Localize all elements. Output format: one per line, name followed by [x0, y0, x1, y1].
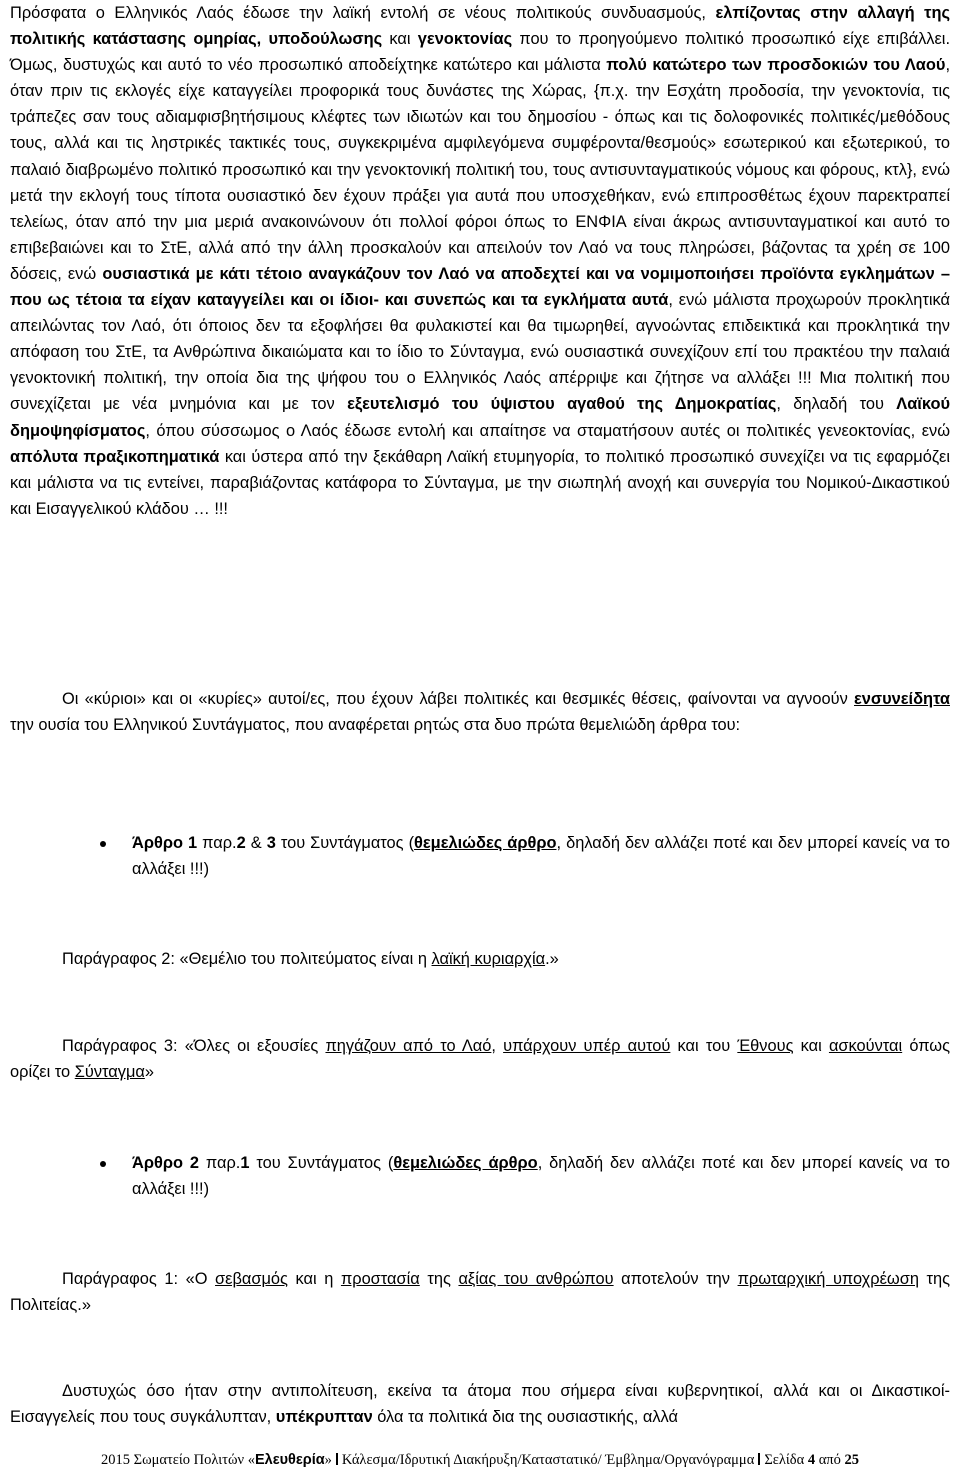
bold-run: που ως τέτοια τα είχαν καταγγείλει και οι ίδιοι- και συνεπώς και τα εγκλήματα αυτά: [10, 291, 669, 310]
text-run: και ύστερα από την ξεκάθαρη Λαϊκή ετυμηγορία, το πολιτικό προσωπικό συνεχίζει να τις εφαρμόζει και μάλιστα να τις εντείνει, παραβιάζοντας κατάφορα το Σύνταγμα, με την σιωπηλή ανοχή και συνεργία του Νομικού-Δικαστικού και Εισαγγελικού κλάδου … !!!: [10, 447, 950, 518]
bold-underline-run: θεμελιώδες άρθρο: [393, 1154, 538, 1172]
text-run: αποτελούν την: [613, 1270, 738, 1288]
bold-run: πολύ κατώτερο των προσδοκιών του Λαού: [606, 56, 946, 75]
footer-text: »: [324, 1452, 332, 1468]
separator-icon: [758, 1453, 760, 1465]
underline-run: πρωταρχική υποχρέωση: [737, 1270, 919, 1288]
text-run: , όταν πριν τις εκλογές είχε καταγγείλει προφορικά τους δυνάστες της Χώρας, {π.χ. την Εσχάτη προδοσία, την γενοκτονία, τις τράπεζες σαν τους αδιαμφισβητήσιμους κλέφτες των ιδιωτών και του δημοσίου - όπως και τις δολοφονικές πολιτικές/μεθόδους τους, αλλά και τις ληστρικές τακτικές τους, συγκεκριμένα αμφιλεγόμενα συμφέροντα/θεσμούς» εσωτερικού και εξωτερικού, το παλαιό διαβρωμένο πολιτικό προσωπικό και την γενοκτονική πολιτική του, τους αντισυνταγματικούς νόμους και φόρους, κτλ}, ενώ μετά την εκλογή τους τίποτα ουσιαστικό δεν έχουν πράξει για αυτά που υποσχεθήκαν, ενώ επιπροσθέτως έχουν παρεκτραπεί τελείως, όταν από την μια μεριά ανακοινώνουν ότι πολλοί φόροι όπως το ΕΝΦΙΑ είναι άκρως αντισυνταγματικοί και αυτό το επιβεβαιώνει και το ΣτΕ, αλλά από την άλλη προσκαλούν και απειλούν τον Λαό να τους πληρώσει, βάζοντας τα χρέη σε 100 δόσεις, ενώ: [10, 56, 950, 283]
intro-paragraph: [10, 0, 950, 522]
text-run: παρ.: [197, 834, 237, 852]
paragraph-1-quote: [10, 1266, 950, 1318]
bullet-icon: [100, 841, 106, 847]
footer-page-number: 4: [807, 1452, 816, 1468]
footer-page-label: Σελίδα: [764, 1452, 808, 1468]
underline-run: προστασία: [340, 1270, 420, 1288]
underline-run: αξίας του ανθρώπου: [458, 1270, 614, 1288]
text-run: Πρόσφατα ο Ελληνικός Λαός έδωσε την λαϊκή εντολή σε νέους πολιτικούς συνδυασμούς,: [10, 4, 716, 22]
bold-underline-run: θεμελιώδες άρθρο: [414, 834, 557, 852]
bold-run: εξευτελισμό του ύψιστου αγαθού της Δημοκρατίας: [347, 395, 777, 414]
bold-run: ελπίζοντας στην αλλαγή της πολιτικής κατάστασης ομηρίας, υποδούλωσης: [10, 4, 950, 49]
paragraph-2-quote: [10, 946, 950, 972]
bold-run: απόλυτα πραξικοπηματικά: [10, 447, 220, 466]
text-run: την ουσία του Ελληνικού Συντάγματος, που αναφέρεται ρητώς στα δυο πρώτα θεμελιώδη άρθρα του:: [10, 716, 741, 735]
text-run: Παράγραφος 2: «Θεμέλιο του πολιτεύματος είναι η: [62, 950, 432, 968]
bold-run: Λαϊκού δημοψηφίσματος: [10, 395, 950, 440]
footer-sections: Κάλεσμα/Ιδρυτική Διακήρυξη/Καταστατικό/ Έμβλημα/Οργανόγραμμα: [341, 1452, 755, 1468]
underline-run: ασκούνται: [828, 1037, 903, 1055]
text-run: και: [382, 30, 418, 49]
constitution-paragraph: [10, 686, 950, 738]
footer-text: από: [815, 1452, 845, 1468]
text-run: και η: [287, 1270, 341, 1288]
article-1-bullet: [10, 830, 950, 882]
page-footer: [0, 1452, 960, 1469]
text-run: , δηλαδή δεν αλλάζει ποτέ και δεν μπορεί κανείς να το αλλάξει !!!): [132, 834, 950, 879]
text-run: του Συντάγματος (: [249, 1154, 394, 1172]
underline-run: Έθνους: [737, 1037, 794, 1055]
bold-run: Άρθρο 2: [132, 1154, 200, 1172]
bold-run: 2: [236, 834, 246, 852]
bold-run: υπέκρυπταν: [275, 1408, 373, 1427]
text-run: »: [144, 1063, 154, 1082]
text-run: της: [419, 1270, 459, 1288]
footer-text: 2015 Σωματείο Πολιτών «: [101, 1452, 255, 1468]
text-run: και του: [670, 1037, 738, 1055]
text-run: και: [793, 1037, 829, 1055]
underline-run: σεβασμός: [215, 1270, 288, 1288]
text-run: όπως ορίζει το: [10, 1037, 950, 1082]
footer-page-total: 25: [844, 1452, 859, 1468]
text-run: της Πολιτείας.»: [10, 1270, 951, 1315]
paragraph-3-quote: [10, 1033, 950, 1085]
dash-run: –: [934, 264, 951, 283]
separator-icon: [336, 1453, 338, 1465]
bold-run: Άρθρο 1: [132, 834, 198, 852]
text-run: &: [245, 834, 267, 852]
text-run: του Συντάγματος (: [275, 834, 415, 852]
underline-run: υπάρχουν υπέρ αυτού: [503, 1037, 671, 1055]
bold-run: 3: [266, 834, 276, 852]
bullet-icon: [100, 1161, 106, 1167]
text-run: όλα τα πολιτικά δια της ουσιαστικής, αλλά: [372, 1408, 678, 1427]
underline-run: Σύνταγμα: [74, 1063, 145, 1082]
text-run: παρ.: [199, 1154, 241, 1172]
closing-paragraph: [10, 1378, 950, 1430]
bold-run: ουσιαστικά με κάτι τέτοιο αναγκάζουν τον Λαό να αποδεχτεί και να νομιμοποιήσει προϊόντα εγκλημάτων: [102, 264, 935, 283]
text-run: που το προηγούμενο πολιτικό προσωπικό είχε επιβάλλει. Όμως, δυστυχώς και αυτό το νέο προσωπικό αποδείχτηκε κατώτερο και μάλιστα: [10, 30, 950, 75]
text-run: Δυστυχώς όσο ήταν στην αντιπολίτευση, εκείνα τα άτομα που σήμερα είναι κυβερνητικοί, αλλά και οι Δικαστικοί-Εισαγγελείς που τους συγκάλυπταν,: [10, 1382, 950, 1427]
text-run: .»: [545, 950, 559, 968]
footer-org-name: Ελευθερία: [254, 1452, 325, 1468]
bold-run: 1: [240, 1154, 250, 1172]
text-run: Παράγραφος 3: «Όλες οι εξουσίες: [62, 1037, 326, 1055]
text-run: , όπου σύσσωμος ο Λαός έδωσε εντολή και απαίτησε να σταματήσουν αυτές οι πολιτικές γενεοκτονίας, ενώ: [145, 421, 950, 440]
text-run: , δηλαδή δεν αλλάζει ποτέ και δεν μπορεί κανείς να το αλλάξει !!!): [132, 1154, 951, 1199]
text-run: , δηλαδή του: [776, 395, 897, 414]
text-run: Οι «κύριοι» και οι «κυρίες» αυτοί/ες, που έχουν λάβει πολιτικές και θεσμικές θέσεις, φαίνονται να αγνοούν: [62, 690, 855, 708]
underline-run: λαϊκή κυριαρχία: [431, 950, 546, 968]
text-run: , ενώ μάλιστα προχωρούν προκλητικά απειλώντας τον Λαό, ότι όποιος δεν τα εξοφλήσει θα φυλακιστεί και θα τιμωρηθεί, αγνοώντας επιδεικτικά και προκλητικά την απόφαση του ΣτΕ, τα Ανθρώπινα δικαιώματα και το ίδιο το Σύνταγμα, ενώ ουσιαστικά συνεχίζουν επί του πρακτέου την παλαιά γενοκτονική πολιτική, την οποία δια της ψήφου του ο Ελληνικός Λαός απέρριψε και ζήτησε να αλλάξει !!! Μια πολιτική που συνεχίζεται με νέα μνημόνια και με τον: [10, 291, 950, 414]
underline-run: πηγάζουν από το Λαό: [325, 1037, 492, 1055]
text-run: ,: [491, 1037, 504, 1055]
article-2-bullet: [10, 1150, 950, 1202]
bold-underline-run: ενσυνείδητα: [854, 690, 950, 708]
bold-run: γενοκτονίας: [417, 30, 513, 49]
text-run: Παράγραφος 1: «Ο: [62, 1270, 216, 1288]
